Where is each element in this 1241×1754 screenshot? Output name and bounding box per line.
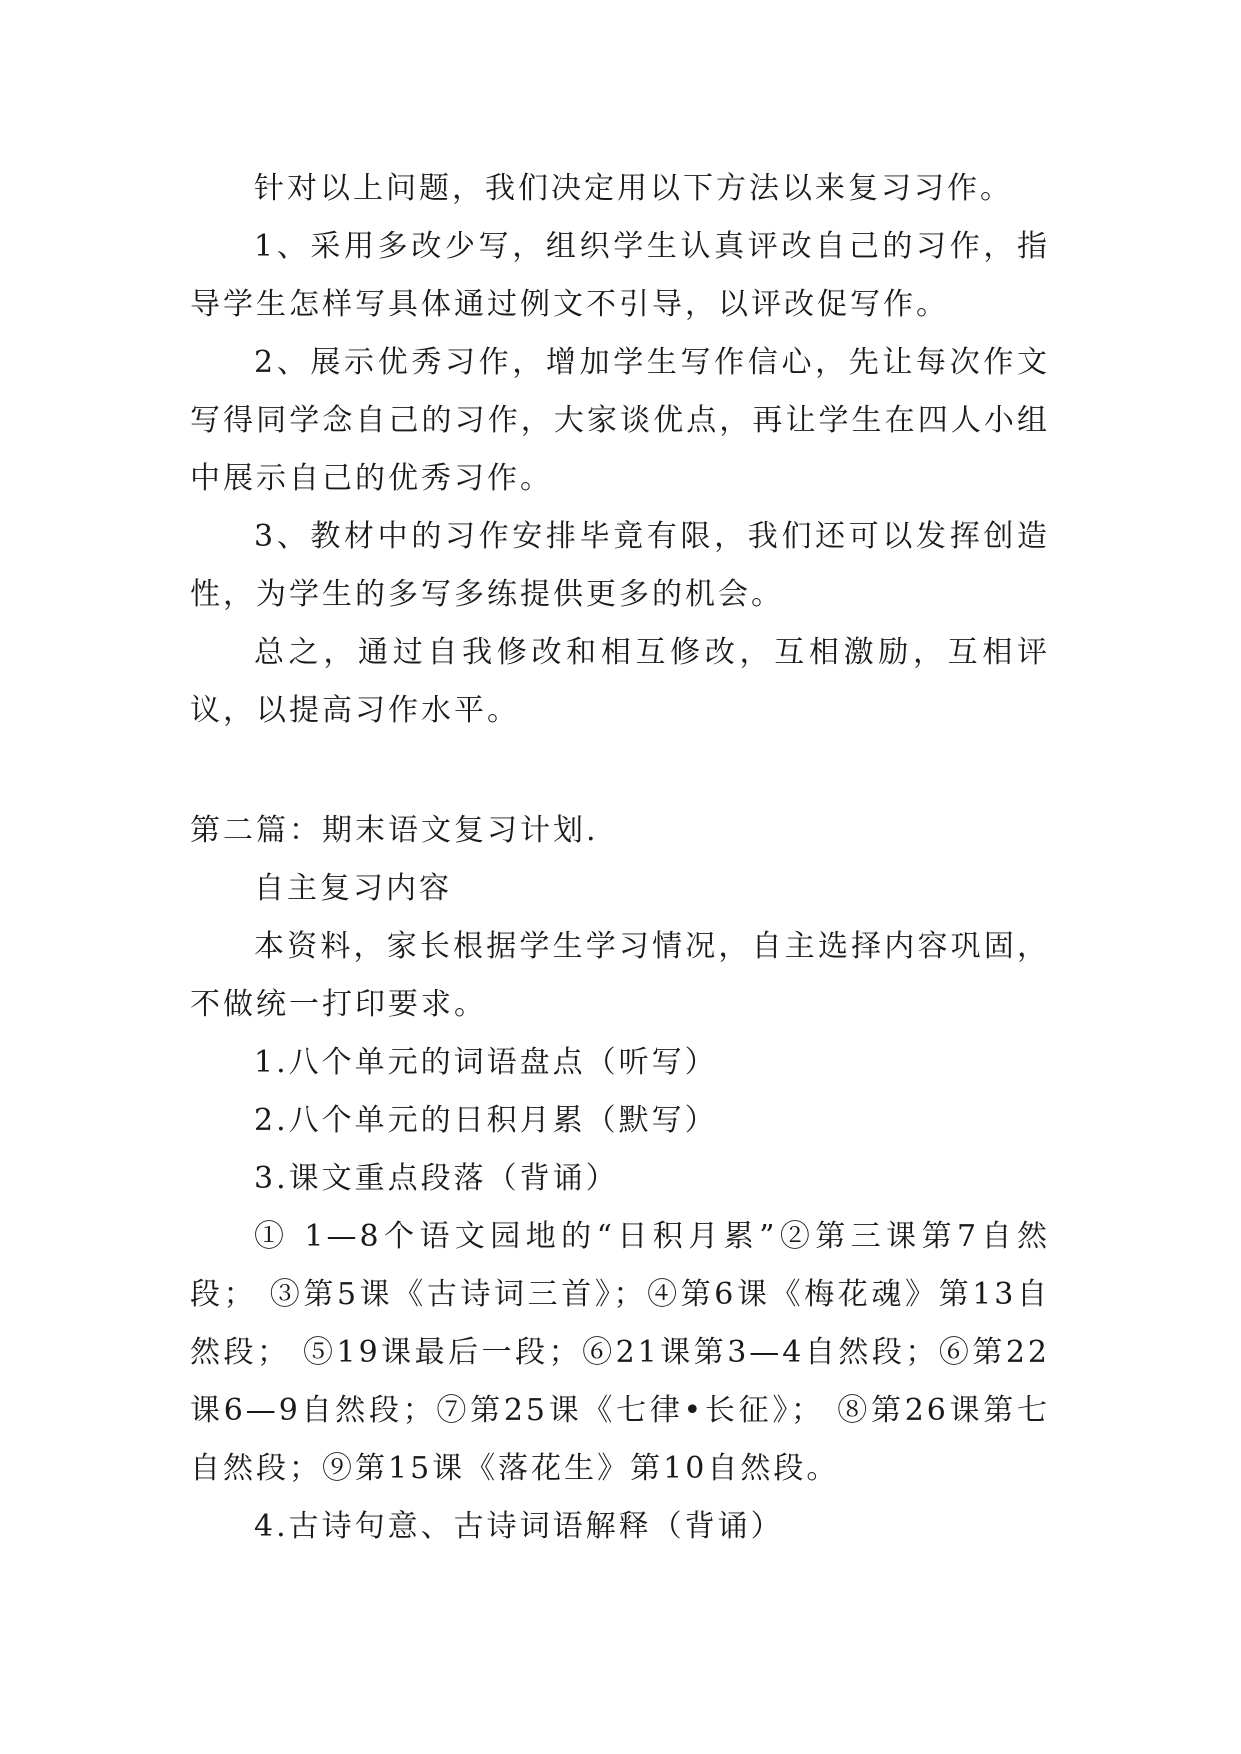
paragraph-recitation-list: ① 1—8个语文园地的“日积月累”②第三课第7自然段； ③第5课《古诗词三首》；④第6课《梅花魂》第13自然段； ⑤19课最后一段；⑥21课第3—4自然段；⑥第22课6—9自然段；⑦第25课《七律•长征》； ⑧第26课第七自然段；⑨第15课《落花生》第10自然段。 [190, 1219, 1050, 1486]
paragraph-method-2: 2、展示优秀习作，增加学生写作信心，先让每次作文写得同学念自己的习作，大家谈优点，再让学生在四人小组中展示自己的优秀习作。 [190, 345, 1050, 496]
paragraph-method-1: 1、采用多改少写，组织学生认真评改自己的习作，指导学生怎样写具体通过例文不引导，以评改促写作。 [190, 229, 1050, 322]
list-item-4: 4.古诗句意、古诗词语解释（背诵） [254, 1509, 784, 1544]
section-title: 第二篇：期末语文复习计划. [190, 813, 599, 848]
list-item-1: 1.八个单元的词语盘点（听写） [254, 1045, 718, 1080]
paragraph-summary: 总之，通过自我修改和相互修改，互相激励，互相评议，以提高习作水平。 [190, 635, 1050, 728]
paragraph-intro: 针对以上问题，我们决定用以下方法以来复习习作。 [254, 171, 1013, 206]
paragraph-method-3: 3、教材中的习作安排毕竟有限，我们还可以发挥创造性，为学生的多写多练提供更多的机会。 [190, 519, 1050, 612]
list-item-3: 3.课文重点段落（背诵） [254, 1161, 619, 1196]
document-page [190, 160, 1050, 1556]
section-gap [190, 740, 1050, 802]
paragraph-subheading: 自主复习内容 [254, 871, 452, 906]
paragraph-note: 本资料，家长根据学生学习情况，自主选择内容巩固，不做统一打印要求。 [190, 929, 1050, 1022]
list-item-2: 2.八个单元的日积月累（默写） [254, 1103, 718, 1138]
